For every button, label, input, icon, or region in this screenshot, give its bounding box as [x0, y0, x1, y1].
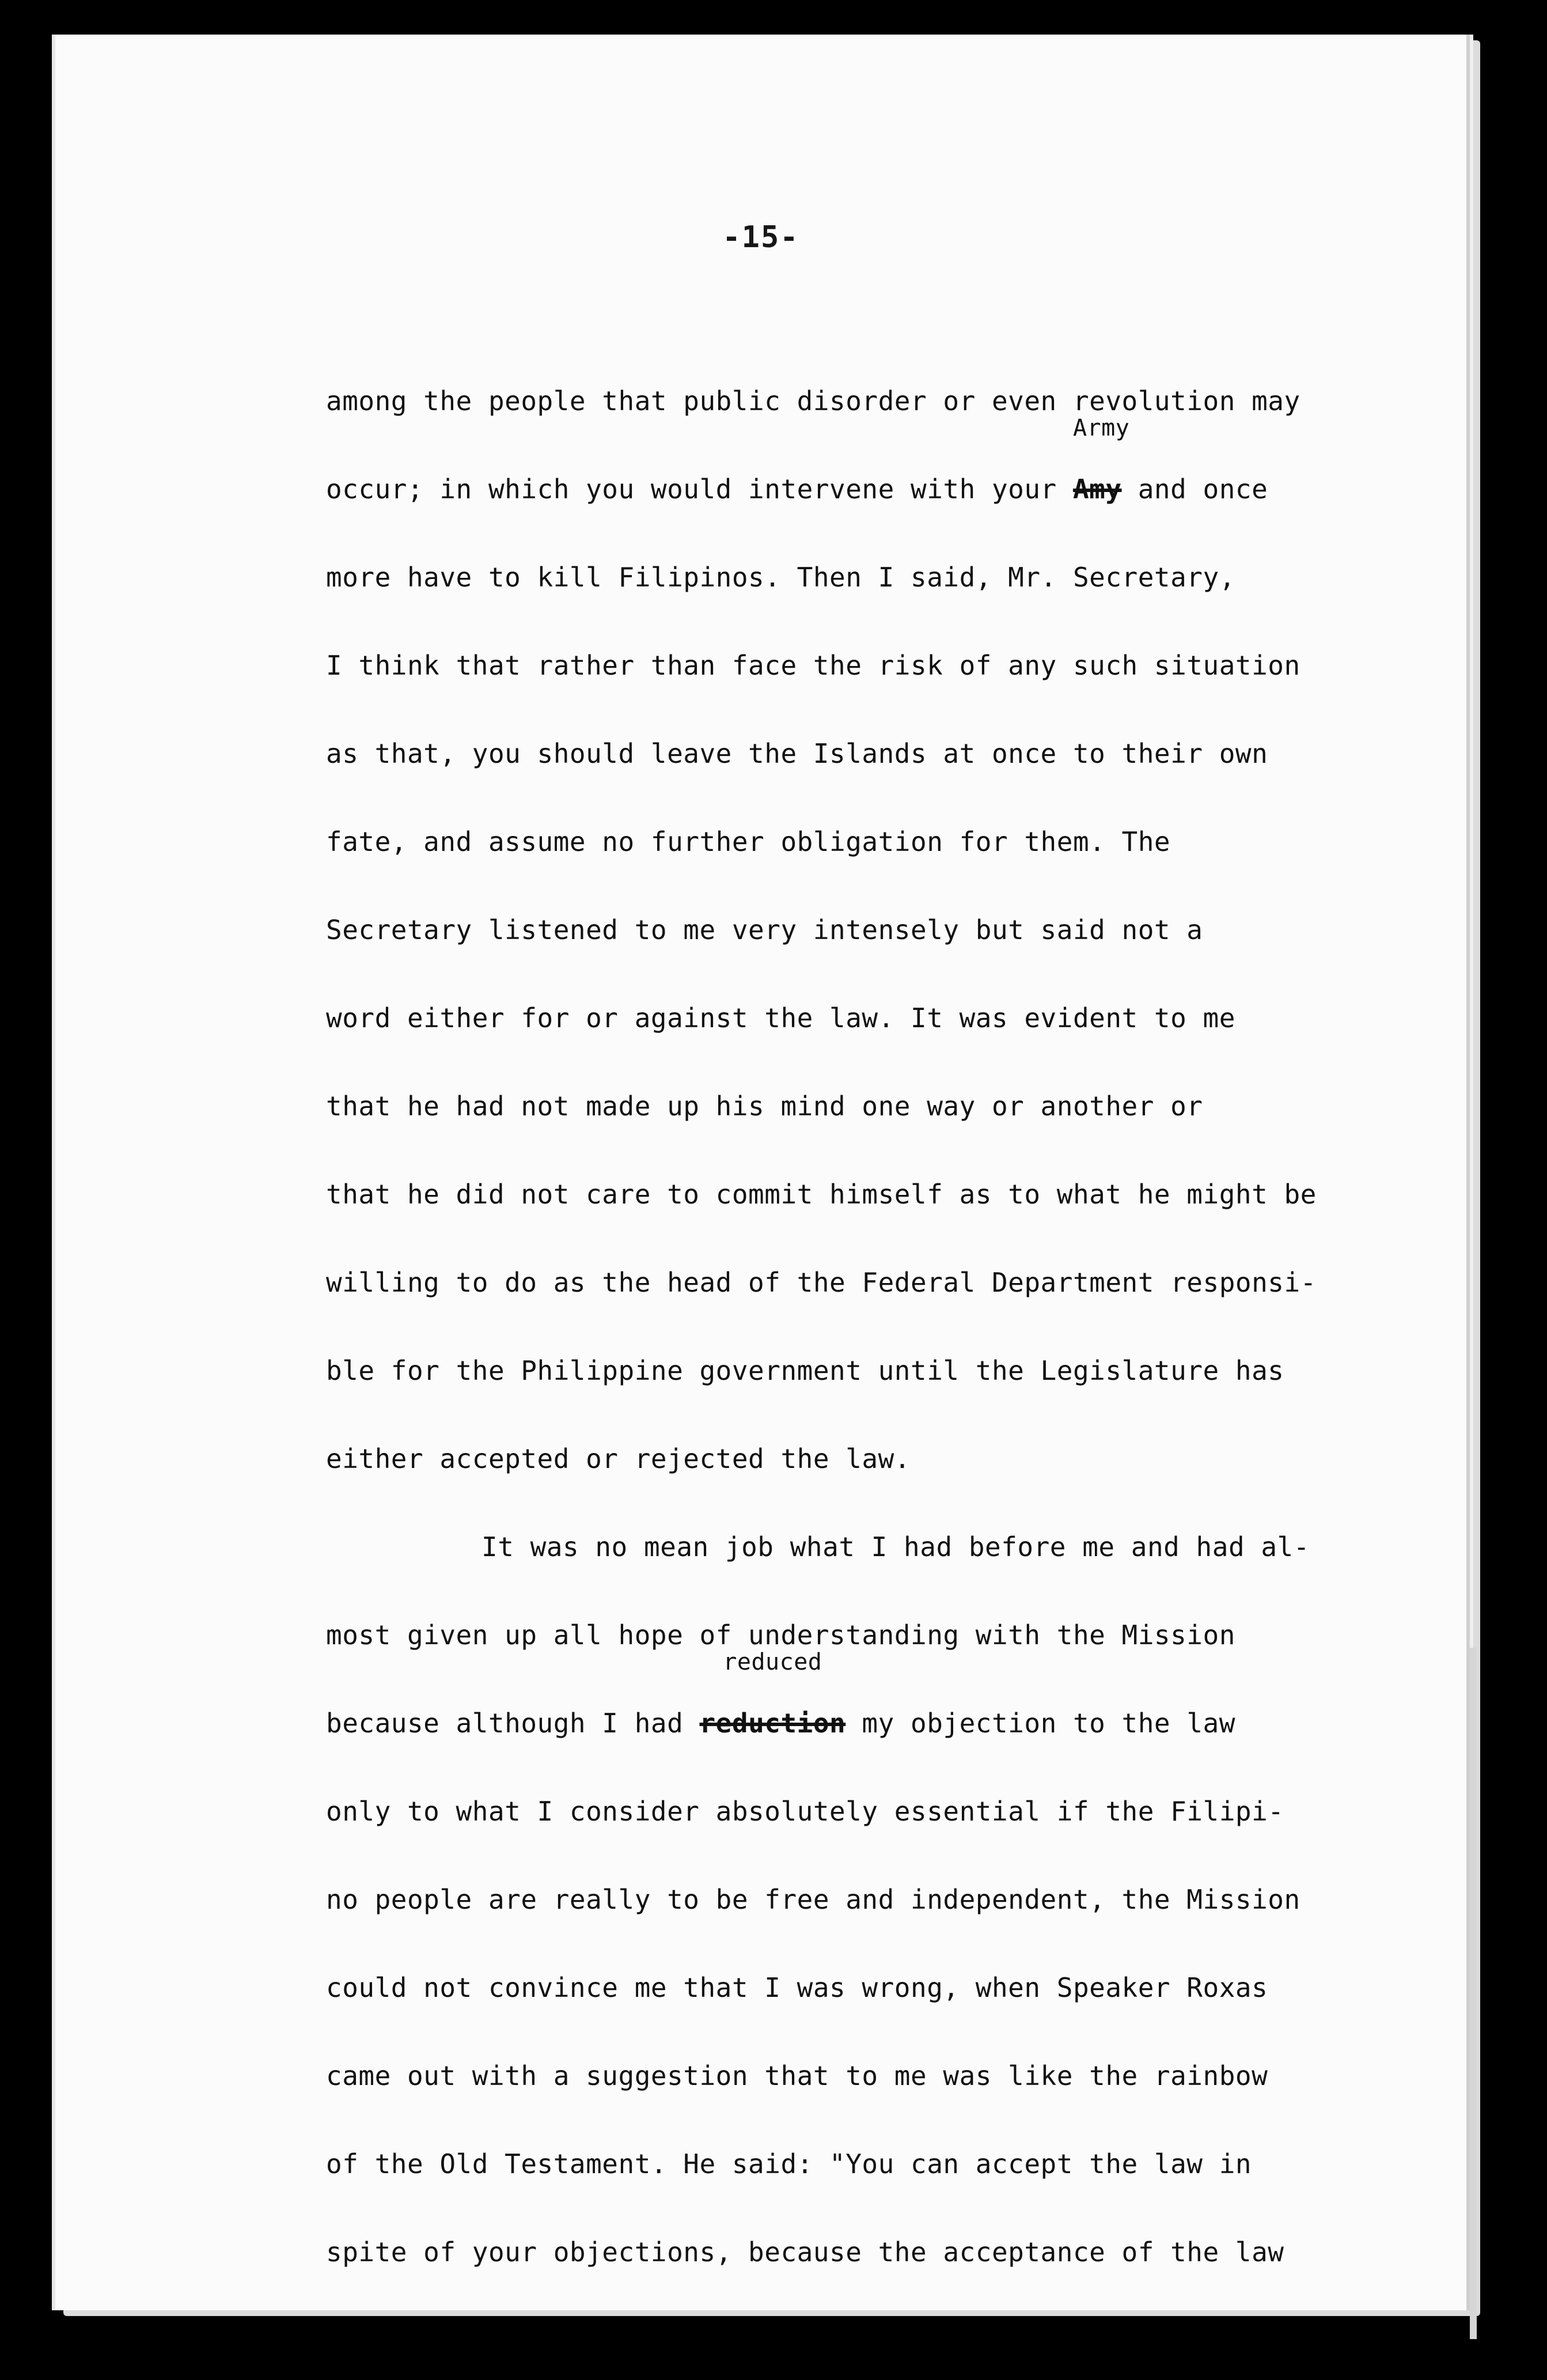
text-line: either accepted or rejected the law.	[326, 1443, 911, 1474]
struck-word: Amy	[1072, 474, 1122, 505]
text-line: more have to kill Filipinos. Then I said, Mr. Secretary,	[326, 562, 1235, 593]
text-line: spite of your objections, because the acceptance of the law	[326, 2237, 1284, 2268]
text-line: could not convince me that I was wrong, when Speaker Roxas	[326, 1972, 1268, 2003]
inserted-word: reduced	[723, 1649, 822, 1675]
document-page	[52, 35, 1466, 2310]
text-line: that he had not made up his mind one way or another or	[326, 1091, 1203, 1122]
inserted-word: Army	[1072, 415, 1130, 441]
line-segment: occur; in which you would intervene with your	[326, 474, 1073, 505]
text-line: most given up all hope of understanding with the Mission	[326, 1620, 1235, 1651]
text-line-with-interlineation	[326, 415, 1455, 533]
text-line: among the people that public disorder or even revolution may	[326, 385, 1300, 417]
interlineated-correction	[699, 1649, 846, 1768]
page-edge-shadow	[1470, 1648, 1477, 2339]
paragraph-first-line: It was no mean job what I had before me and had al-	[481, 1531, 1310, 1562]
text-line: I think that rather than face the risk of any such situation	[326, 650, 1300, 681]
text-line: no people are really to be free and independent, the Mission	[326, 1884, 1300, 1915]
body-text	[326, 357, 1455, 2296]
struck-word: reduction	[699, 1708, 846, 1739]
text-line: Secretary listened to me very intensely but said not a	[326, 914, 1203, 945]
text-line: ble for the Philippine government until the Legislature has	[326, 1355, 1284, 1386]
line-segment: because although I had	[326, 1708, 700, 1739]
text-line: that he did not care to commit himself as to what he might be	[326, 1179, 1317, 1210]
text-line: came out with a suggestion that to me was like the rainbow	[326, 2060, 1268, 2091]
text-line-with-interlineation	[326, 1649, 1455, 1768]
text-line: as that, you should leave the Islands at once to their own	[326, 738, 1268, 769]
page-number: -15-	[722, 220, 799, 255]
text-line: of the Old Testament. He said: "You can accept the law in	[326, 2148, 1252, 2180]
interlineated-correction	[1072, 415, 1130, 533]
line-segment: and once	[1121, 474, 1268, 505]
text-line: fate, and assume no further obligation for them. The	[326, 826, 1171, 857]
text-line: only to what I consider absolutely essential if the Filipi-	[326, 1796, 1284, 1827]
line-segment: my objection to the law	[845, 1708, 1235, 1739]
text-line: willing to do as the head of the Federal Department responsi-	[326, 1267, 1317, 1298]
text-line: word either for or against the law. It was evident to me	[326, 1002, 1235, 1034]
